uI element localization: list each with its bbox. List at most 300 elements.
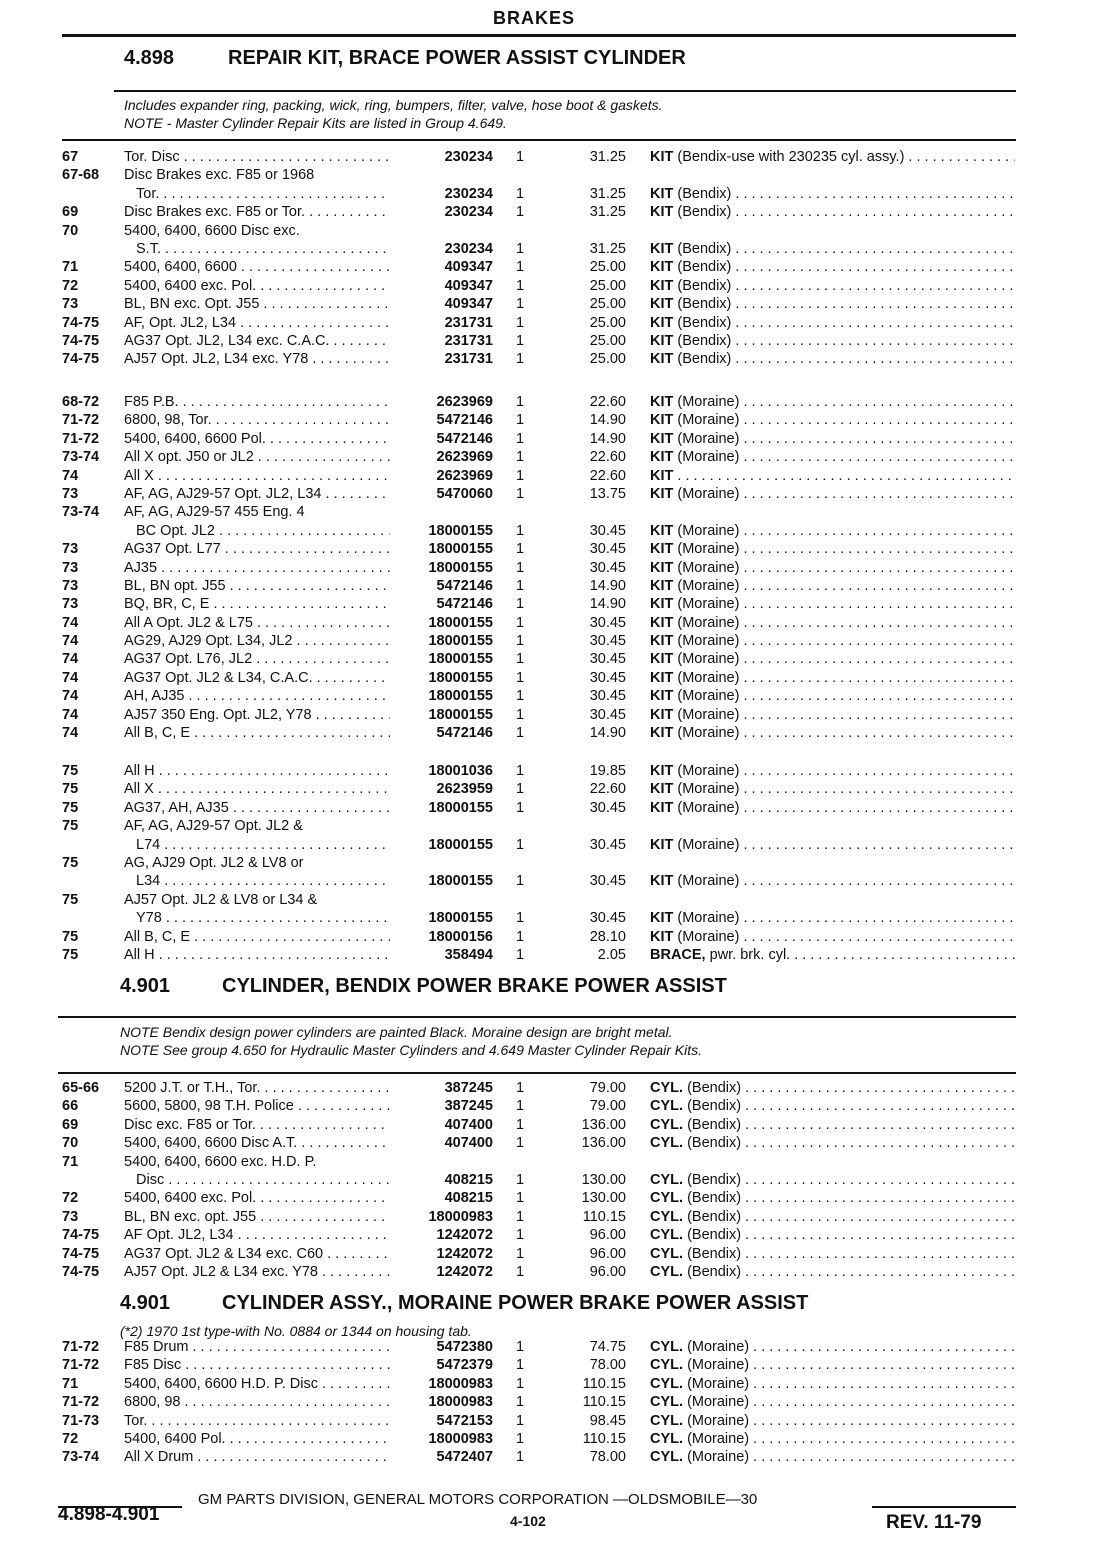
- application-desc: Disc exc. F85 or Tor. . . .: [124, 1116, 390, 1134]
- list-price: 136.00: [581, 1116, 626, 1133]
- model-year: 70: [62, 222, 79, 239]
- part-type: KIT: [650, 430, 674, 447]
- part-name: [650, 1245, 1015, 1263]
- part-name: [650, 872, 1015, 890]
- list-price: 14.90: [589, 577, 626, 594]
- part-detail: (Moraine): [677, 928, 740, 945]
- part-name: [650, 1375, 1015, 1393]
- part-detail: (Moraine): [677, 669, 740, 686]
- part-name: [650, 411, 1015, 429]
- part-detail: (Bendix): [687, 1263, 742, 1280]
- part-type: KIT: [650, 522, 674, 539]
- part-detail: (Bendix): [687, 1135, 742, 1152]
- model-year: 74: [62, 688, 79, 705]
- part-number: 230234: [444, 149, 493, 165]
- table-row: [0, 1097, 1111, 1115]
- model-year: 73-74: [62, 449, 100, 466]
- part-type: KIT: [650, 836, 674, 853]
- quantity: 1: [515, 1135, 525, 1152]
- footer-revision: REV. 11-79: [886, 1512, 982, 1533]
- model-year: 74: [62, 651, 79, 668]
- application-desc: All H . . .: [124, 946, 390, 964]
- table-row: [0, 1245, 1111, 1263]
- part-number: 230234: [444, 185, 493, 202]
- part-detail: (Bendix): [677, 296, 732, 313]
- model-year: 71-72: [62, 1394, 100, 1411]
- part-number: 230234: [444, 240, 493, 257]
- part-type: KIT: [650, 763, 674, 779]
- part-detail: (Bendix): [687, 1171, 742, 1188]
- application-desc: AJ57 350 Eng. Opt. JL2, Y78 . . .: [124, 706, 390, 724]
- part-detail: (Moraine): [677, 910, 740, 927]
- part-detail: (Bendix): [677, 259, 732, 276]
- part-name: [650, 240, 1015, 258]
- part-type: CYL.: [650, 1190, 684, 1207]
- application-desc: AG37 Opt. L76, JL2 . . .: [124, 650, 390, 668]
- part-number: 231731: [444, 332, 493, 349]
- application-desc: 5400, 6400 Pol. . . .: [124, 1430, 390, 1448]
- list-price: 136.00: [581, 1135, 626, 1152]
- part-detail: (Bendix): [677, 185, 732, 202]
- list-price: 30.45: [589, 669, 626, 686]
- quantity: 1: [515, 394, 525, 410]
- part-number: 18000983: [428, 1208, 493, 1225]
- part-detail: (Moraine): [677, 559, 740, 576]
- section-note: Includes expander ring, packing, wick, ring, bumpers, filter, valve, hose boot & gaskets.: [124, 97, 663, 113]
- application-desc: 5400, 6400 exc. Pol. . . .: [124, 277, 390, 295]
- model-year: 73: [62, 1208, 79, 1225]
- application-desc: 5400, 6400 exc. Pol. . . .: [124, 1189, 390, 1207]
- part-number: 407400: [444, 1135, 493, 1152]
- part-name: [650, 430, 1015, 448]
- quantity: 1: [515, 559, 525, 576]
- part-type: KIT: [650, 541, 674, 558]
- quantity: 1: [515, 412, 525, 429]
- part-number: 18000155: [428, 669, 493, 686]
- part-number: 1242072: [436, 1263, 493, 1280]
- model-year: 74: [62, 706, 79, 723]
- model-year: 74-75: [62, 1227, 100, 1244]
- quantity: 1: [515, 1263, 525, 1280]
- model-year: 73-74: [62, 1449, 100, 1466]
- part-number: 2623969: [436, 394, 493, 410]
- part-name: [650, 1134, 1015, 1152]
- part-detail: (Bendix): [677, 351, 732, 368]
- list-price: 19.85: [589, 763, 626, 779]
- part-detail: (Bendix): [687, 1227, 742, 1244]
- application-desc: 6800, 98, Tor. . . .: [124, 411, 390, 429]
- list-price: 79.00: [589, 1080, 626, 1096]
- part-name: [650, 485, 1015, 503]
- table-row: [0, 1171, 1111, 1189]
- part-detail: (Moraine): [677, 449, 740, 466]
- list-price: 31.25: [589, 204, 626, 221]
- part-name: [650, 467, 1015, 485]
- quantity: 1: [515, 467, 525, 484]
- list-price: 78.00: [589, 1449, 626, 1466]
- part-detail: (Moraine): [677, 651, 740, 668]
- part-name: [650, 706, 1015, 724]
- list-price: 74.75: [589, 1339, 626, 1355]
- section-note: NOTE See group 4.650 for Hydraulic Master Cylinders and 4.649 Master Cylinder Repair Kits.: [120, 1042, 703, 1058]
- part-number: 18000155: [428, 651, 493, 668]
- part-name: [650, 203, 1015, 221]
- quantity: 1: [515, 688, 525, 705]
- application-desc: Disc Brakes exc. F85 or Tor. . . .: [124, 203, 390, 221]
- part-detail: (Moraine): [687, 1339, 750, 1355]
- quantity: 1: [515, 669, 525, 686]
- section-number: 4.901: [120, 975, 171, 997]
- footer-rule: [872, 1506, 1016, 1508]
- application-desc: AF, Opt. JL2, L34 . . .: [124, 314, 390, 332]
- application-desc: All X . . .: [124, 780, 390, 798]
- part-name: [650, 1097, 1015, 1115]
- part-number: 2623969: [436, 467, 493, 484]
- table-row: [0, 891, 1111, 909]
- part-type: CYL.: [650, 1098, 684, 1115]
- model-year: 74: [62, 725, 79, 742]
- application-desc: AJ57 Opt. JL2 & LV8 or L34 &: [124, 891, 318, 908]
- table-row: [0, 430, 1111, 448]
- part-number: 5472407: [436, 1449, 493, 1466]
- part-detail: (Bendix): [687, 1116, 742, 1133]
- application-desc: All X Drum . . .: [124, 1448, 390, 1466]
- part-type: KIT: [650, 910, 674, 927]
- part-type: CYL.: [650, 1263, 684, 1280]
- part-name: [650, 559, 1015, 577]
- table-row: [0, 762, 1111, 780]
- part-type: KIT: [650, 781, 674, 798]
- quantity: 1: [515, 1357, 525, 1374]
- model-year: 66: [62, 1098, 79, 1115]
- quantity: 1: [515, 1098, 525, 1115]
- application-desc: AG37 Opt. JL2, L34 exc. C.A.C. . . .: [124, 332, 390, 350]
- part-number: 18000155: [428, 836, 493, 853]
- quantity: 1: [515, 799, 525, 816]
- part-number: 18000983: [428, 1394, 493, 1411]
- part-name: [650, 350, 1015, 368]
- list-price: 2.05: [597, 946, 626, 963]
- quantity: 1: [515, 910, 525, 927]
- table-row: [0, 485, 1111, 503]
- part-detail: (Moraine): [687, 1375, 750, 1392]
- part-name: [650, 448, 1015, 466]
- application-desc: 5400, 6400, 6600 Disc exc.: [124, 222, 300, 239]
- model-year: 71-73: [62, 1412, 100, 1429]
- table-row: [0, 724, 1111, 742]
- parts-table: [0, 148, 1111, 369]
- part-name: [650, 928, 1015, 946]
- table-row: [0, 780, 1111, 798]
- part-type: KIT: [650, 651, 674, 668]
- part-type: CYL.: [650, 1430, 684, 1447]
- quantity: 1: [515, 763, 525, 779]
- part-type: KIT: [650, 204, 674, 221]
- part-detail: (Bendix): [687, 1245, 742, 1262]
- part-number: 409347: [444, 296, 493, 313]
- quantity: 1: [515, 706, 525, 723]
- part-type: KIT: [650, 485, 674, 502]
- part-type: KIT: [650, 799, 674, 816]
- part-type: CYL.: [650, 1339, 684, 1355]
- part-detail: (Bendix): [687, 1208, 742, 1225]
- list-price: 110.15: [582, 1208, 626, 1225]
- table-row: [0, 448, 1111, 466]
- model-year: 70: [62, 1135, 79, 1152]
- part-number: 18000155: [428, 522, 493, 539]
- model-year: 74-75: [62, 1245, 100, 1262]
- part-type: BRACE,: [650, 946, 706, 963]
- part-number: 18000156: [428, 928, 493, 945]
- list-price: 22.60: [589, 449, 626, 466]
- quantity: 1: [515, 1190, 525, 1207]
- application-desc: F85 Disc . . .: [124, 1356, 390, 1374]
- list-price: 78.00: [589, 1357, 626, 1374]
- quantity: 1: [515, 873, 525, 890]
- application-desc: Disc Brakes exc. F85 or 1968: [124, 167, 315, 184]
- part-name: [650, 540, 1015, 558]
- application-desc: 6800, 98 . . .: [124, 1393, 390, 1411]
- part-type: KIT: [650, 706, 674, 723]
- parts-table: [0, 393, 1111, 742]
- quantity: 1: [515, 781, 525, 798]
- part-type: KIT: [650, 185, 674, 202]
- application-desc: AG37 Opt. L77 . . .: [124, 540, 390, 558]
- list-price: 30.45: [589, 614, 626, 631]
- quantity: 1: [515, 1449, 525, 1466]
- part-detail: (Moraine): [677, 873, 740, 890]
- part-detail: (Moraine): [677, 763, 740, 779]
- part-number: 1242072: [436, 1227, 493, 1244]
- part-detail: (Moraine): [677, 596, 740, 613]
- part-name: [650, 1430, 1015, 1448]
- list-price: 30.45: [589, 559, 626, 576]
- part-name: [650, 1208, 1015, 1226]
- application-desc: AJ35 . . .: [124, 559, 390, 577]
- part-name: [650, 595, 1015, 613]
- part-type: KIT: [650, 873, 674, 890]
- model-year: 69: [62, 204, 79, 221]
- section-title: REPAIR KIT, BRACE POWER ASSIST CYLINDER: [228, 47, 686, 69]
- model-year: 73: [62, 485, 79, 502]
- table-row: [0, 650, 1111, 668]
- application-desc: AG, AJ29 Opt. JL2 & LV8 or: [124, 854, 304, 871]
- table-row: [0, 148, 1111, 166]
- quantity: 1: [515, 1339, 525, 1355]
- section-rule: [62, 139, 1016, 141]
- list-price: 96.00: [589, 1227, 626, 1244]
- table-row: [0, 350, 1111, 368]
- part-detail: (Moraine): [677, 430, 740, 447]
- quantity: 1: [515, 596, 525, 613]
- quantity: 1: [515, 633, 525, 650]
- part-detail: (Moraine): [677, 614, 740, 631]
- model-year: 75: [62, 891, 79, 908]
- part-type: KIT: [650, 559, 674, 576]
- application-desc: All H . . .: [124, 762, 390, 780]
- quantity: 1: [515, 430, 525, 447]
- application-desc: 5400, 6400, 6600 Disc A.T. . . .: [124, 1134, 390, 1152]
- part-type: CYL.: [650, 1116, 684, 1133]
- model-year: 71-72: [62, 1339, 100, 1355]
- part-type: KIT: [650, 725, 674, 742]
- table-row: [0, 540, 1111, 558]
- application-desc: 5600, 5800, 98 T.H. Police . . .: [124, 1097, 390, 1115]
- part-type: KIT: [650, 928, 674, 945]
- part-type: CYL.: [650, 1394, 684, 1411]
- model-year: 75: [62, 781, 79, 798]
- part-name: [650, 780, 1015, 798]
- part-detail: (Moraine): [677, 577, 740, 594]
- section-rule: [58, 1072, 1016, 1074]
- application-desc: 5200 J.T. or T.H., Tor. . . .: [124, 1079, 390, 1097]
- application-desc: Disc . . .: [136, 1171, 390, 1189]
- part-detail: (Moraine): [677, 725, 740, 742]
- table-row: [0, 411, 1111, 429]
- part-name: [650, 1189, 1015, 1207]
- part-name: [650, 687, 1015, 705]
- quantity: 1: [515, 1375, 525, 1392]
- section-note: NOTE Bendix design power cylinders are painted Black. Moraine design are bright metal.: [120, 1024, 673, 1040]
- part-type: CYL.: [650, 1080, 684, 1096]
- table-row: [0, 854, 1111, 872]
- application-desc: 5400, 6400, 6600 H.D. P. Disc . . .: [124, 1375, 390, 1393]
- part-type: KIT: [650, 332, 674, 349]
- list-price: 30.45: [589, 873, 626, 890]
- part-type: CYL.: [650, 1171, 684, 1188]
- part-type: KIT: [650, 614, 674, 631]
- part-detail: (Bendix): [687, 1080, 742, 1096]
- quantity: 1: [515, 651, 525, 668]
- part-number: 18000155: [428, 873, 493, 890]
- part-detail: (Moraine): [677, 412, 740, 429]
- list-price: 22.60: [589, 781, 626, 798]
- model-year: 67-68: [62, 167, 100, 184]
- model-year: 74: [62, 614, 79, 631]
- part-number: 5472146: [436, 725, 493, 742]
- quantity: 1: [515, 240, 525, 257]
- application-desc: BL, BN exc. Opt. J55 . . .: [124, 295, 390, 313]
- model-year: 72: [62, 1190, 79, 1207]
- quantity: 1: [515, 204, 525, 221]
- part-type: KIT: [650, 314, 674, 331]
- application-desc: BL, BN exc. opt. J55 . . .: [124, 1208, 390, 1226]
- model-year: 73: [62, 559, 79, 576]
- part-name: [650, 909, 1015, 927]
- section-number: 4.898: [124, 47, 175, 69]
- application-desc: L34 . . .: [136, 872, 390, 890]
- application-desc: All A Opt. JL2 & L75 . . .: [124, 614, 390, 632]
- list-price: 110.15: [582, 1430, 626, 1447]
- table-row: [0, 946, 1111, 964]
- list-price: 30.45: [589, 799, 626, 816]
- part-number: 5472146: [436, 577, 493, 594]
- quantity: 1: [515, 725, 525, 742]
- part-type: CYL.: [650, 1449, 684, 1466]
- table-row: [0, 1448, 1111, 1466]
- application-desc: AJ57 Opt. JL2 & L34 exc. Y78 . . .: [124, 1263, 390, 1281]
- quantity: 1: [515, 1394, 525, 1411]
- model-year: 71: [62, 1375, 79, 1392]
- parts-table: [0, 1338, 1111, 1467]
- table-row: [0, 799, 1111, 817]
- quantity: 1: [515, 296, 525, 313]
- table-row: [0, 614, 1111, 632]
- table-row: [0, 1263, 1111, 1281]
- list-price: 130.00: [581, 1171, 626, 1188]
- part-name: [650, 1448, 1015, 1466]
- part-name: [650, 258, 1015, 276]
- part-type: CYL.: [650, 1375, 684, 1392]
- part-type: KIT: [650, 633, 674, 650]
- model-year: 71: [62, 1153, 79, 1170]
- part-number: 5470060: [436, 485, 493, 502]
- list-price: 110.15: [582, 1394, 626, 1411]
- part-type: KIT: [650, 149, 674, 165]
- quantity: 1: [515, 928, 525, 945]
- table-row: [0, 632, 1111, 650]
- model-year: 74: [62, 633, 79, 650]
- part-detail: (Bendix): [687, 1190, 742, 1207]
- part-type: CYL.: [650, 1135, 684, 1152]
- part-detail: (Moraine): [687, 1449, 750, 1466]
- part-detail: (Moraine): [687, 1412, 750, 1429]
- quantity: 1: [515, 449, 525, 466]
- list-price: 30.45: [589, 522, 626, 539]
- model-year: 74: [62, 467, 79, 484]
- table-row: [0, 1208, 1111, 1226]
- table-row: [0, 595, 1111, 613]
- part-detail: (Bendix): [677, 204, 732, 221]
- application-desc: All X opt. J50 or JL2 . . .: [124, 448, 390, 466]
- footer-group-range: 4.898-4.901: [58, 1504, 160, 1525]
- model-year: 73: [62, 296, 79, 313]
- table-row: [0, 166, 1111, 184]
- table-row: [0, 393, 1111, 411]
- model-year: 75: [62, 928, 79, 945]
- part-number: 358494: [444, 946, 493, 963]
- part-number: 18000155: [428, 633, 493, 650]
- table-row: [0, 559, 1111, 577]
- quantity: 1: [515, 836, 525, 853]
- part-name: [650, 332, 1015, 350]
- table-row: [0, 1116, 1111, 1134]
- quantity: 1: [515, 522, 525, 539]
- part-type: KIT: [650, 449, 674, 466]
- part-name: [650, 799, 1015, 817]
- part-name: [650, 669, 1015, 687]
- model-year: 74-75: [62, 351, 100, 368]
- application-desc: AG37, AH, AJ35 . . .: [124, 799, 390, 817]
- quantity: 1: [515, 577, 525, 594]
- part-number: 18000983: [428, 1375, 493, 1392]
- part-name: [650, 614, 1015, 632]
- quantity: 1: [515, 1116, 525, 1133]
- part-number: 231731: [444, 351, 493, 368]
- quantity: 1: [515, 259, 525, 276]
- part-name: [650, 762, 1015, 780]
- part-type: CYL.: [650, 1227, 684, 1244]
- part-name: [650, 632, 1015, 650]
- footer-page-number: 4-102: [510, 1513, 546, 1529]
- model-year: 74-75: [62, 332, 100, 349]
- table-row: [0, 467, 1111, 485]
- table-row: [0, 1375, 1111, 1393]
- table-row: [0, 240, 1111, 258]
- part-type: KIT: [650, 351, 674, 368]
- application-desc: L74 . . .: [136, 836, 390, 854]
- part-name: [650, 277, 1015, 295]
